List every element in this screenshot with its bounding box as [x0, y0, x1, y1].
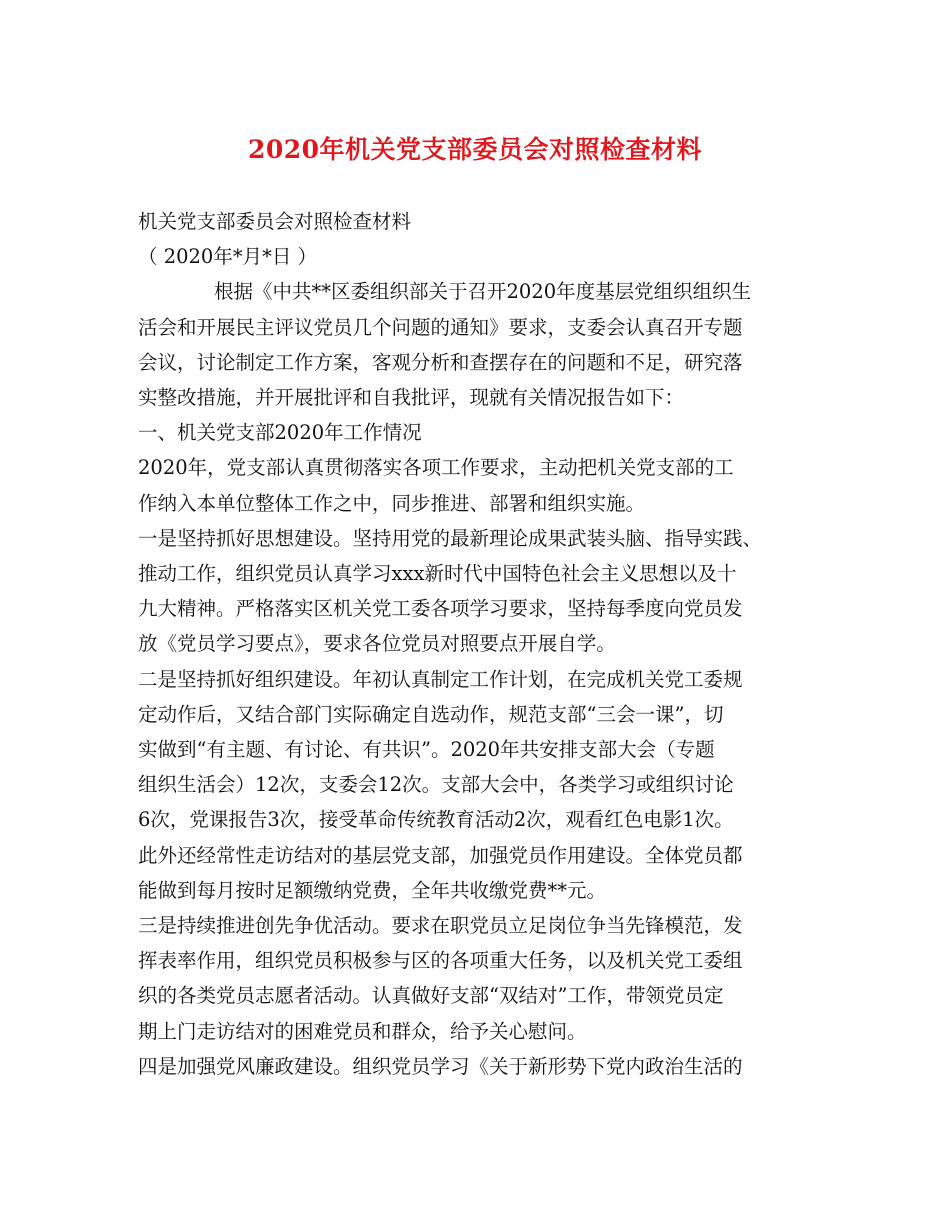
body-line: 九大精神。严格落实区机关党工委各项学习要求，坚持每季度向党员发: [138, 597, 743, 621]
body-line: 会议，讨论制定工作方案，客观分析和查摆存在的问题和不足，研究落: [138, 350, 743, 374]
body-line: 二是坚持抓好组织建设。年初认真制定工作计划，在完成机关党工委规: [138, 667, 743, 691]
body-line: 6次，党课报告3次，接受革命传统教育活动2次，观看红色电影1次。: [138, 808, 734, 832]
document-body: [138, 204, 828, 1084]
body-line: 作纳入本单位整体工作之中，同步推进、部署和组织实施。: [138, 491, 646, 515]
body-line: 根据《中共**区委组织部关于召开2020年度基层党组织组织生: [214, 280, 752, 304]
section-heading: 一、机关党支部2020年工作情况: [138, 421, 422, 445]
body-line: 三是持续推进创先争优活动。要求在职党员立足岗位争当先锋模范，发: [138, 914, 743, 938]
body-line: 定动作后，又结合部门实际确定自选动作，规范支部“三会一课”，切: [138, 702, 724, 726]
body-line: 推动工作，组织党员认真学习xxx新时代中国特色社会主义思想以及十: [138, 562, 737, 586]
document-title: 2020年机关党支部委员会对照检查材料: [247, 135, 703, 164]
body-line: 组织生活会）12次，支委会12次。支部大会中，各类学习或组织讨论: [138, 773, 734, 797]
body-line: 机关党支部委员会对照检查材料: [138, 210, 412, 233]
body-line: 实整改措施，并开展批评和自我批评，现就有关情况报告如下：: [138, 386, 685, 410]
body-line: 此外还经常性走访结对的基层党支部，加强党员作用建设。全体党员都: [138, 843, 743, 867]
body-line: 四是加强党风廉政建设。组织党员学习《关于新形势下党内政治生活的: [138, 1054, 743, 1078]
body-line: 期上门走访结对的困难党员和群众，给予关心慰问。: [138, 1019, 587, 1043]
body-line: 能做到每月按时足额缴纳党费，全年共收缴党费**元。: [138, 878, 607, 902]
body-line: 2020年，党支部认真贯彻落实各项工作要求，主动把机关党支部的工: [138, 456, 734, 480]
date-line: （ 2020年*月*日 ）: [138, 245, 318, 269]
body-line: 放《党员学习要点》，要求各位党员对照要点开展自学。: [138, 632, 616, 656]
body-line: 挥表率作用，组织党员积极参与区的各项重大任务，以及机关党工委组: [138, 949, 743, 973]
body-line: 实做到“有主题、有讨论、有共识”。2020年共安排支部大会（专题: [138, 738, 715, 762]
body-line: 活会和开展民主评议党员几个问题的通知》要求，支委会认真召开专题: [138, 315, 743, 339]
body-line: 一是坚持抓好思想建设。坚持用党的最新理论成果武装头脑、指导实践、: [138, 526, 763, 550]
body-line: 织的各类党员志愿者活动。认真做好支部“双结对”工作，带领党员定: [138, 984, 724, 1008]
